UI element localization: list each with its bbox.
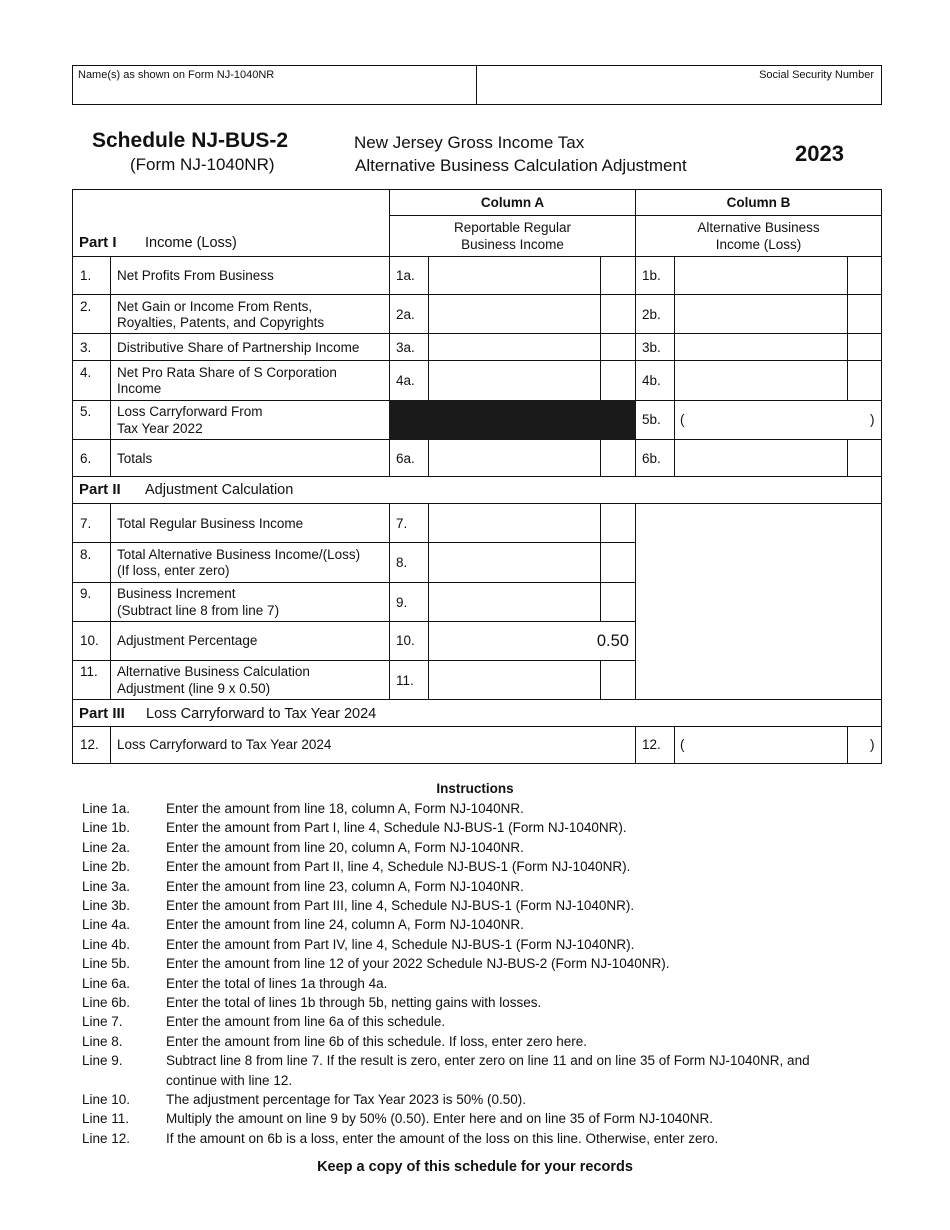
ssn-label: Social Security Number: [759, 69, 874, 81]
form-subtitle: (Form NJ-1040NR): [130, 155, 275, 174]
line-9-desc-2: (Subtract line 8 from line 7): [117, 603, 280, 618]
schedule-title: Schedule NJ-BUS-2: [92, 129, 289, 152]
line-3-number: 3.: [80, 340, 92, 355]
instruction-text: Enter the amount from line 6b of this schedule. If loss, enter zero here.: [166, 1033, 587, 1049]
line-7-desc: Total Regular Business Income: [117, 516, 304, 531]
tax-year: 2023: [795, 141, 844, 166]
line-7-label: 7.: [396, 516, 408, 531]
column-b-sub1: Alternative Business: [697, 220, 820, 235]
instruction-label: Line 11.: [82, 1111, 130, 1127]
column-b-title: Column B: [726, 195, 791, 210]
instruction-label: Line 4a.: [82, 917, 131, 933]
line-12-label: 12.: [642, 737, 661, 752]
instruction-label: Line 7.: [82, 1014, 123, 1030]
instruction-label: Line 4b.: [82, 936, 131, 952]
line-10-label: 10.: [396, 633, 415, 648]
instruction-text: Enter the amount from line 12 of your 2022 Schedule NJ-BUS-2 (Form NJ-1040NR).: [166, 956, 670, 972]
part-2-title: Adjustment Calculation: [145, 482, 294, 498]
line-1b-label: 1b.: [642, 268, 661, 283]
instruction-text: If the amount on 6b is a loss, enter the amount of the loss on this line. Otherwise, enter zero.: [166, 1130, 719, 1146]
instruction-text: Enter the amount from Part IV, line 4, Schedule NJ-BUS-1 (Form NJ-1040NR).: [166, 936, 635, 952]
line-5-number: 5.: [80, 404, 92, 419]
tax-title-line2: Alternative Business Calculation Adjustment: [355, 156, 687, 175]
instruction-label: Line 10.: [82, 1092, 131, 1107]
line-11-input[interactable]: [430, 662, 598, 697]
line-8-number: 8.: [80, 547, 92, 562]
line-4a-input[interactable]: [430, 362, 598, 398]
line-1b-input[interactable]: [676, 258, 845, 293]
records-footer: Keep a copy of this schedule for your records: [317, 1159, 633, 1175]
line-8-desc-1: Total Alternative Business Income/(Loss): [117, 547, 361, 562]
line-5b-open-paren: (: [680, 412, 685, 427]
instruction-text: continue with line 12.: [166, 1072, 293, 1088]
line-6-desc: Totals: [117, 451, 153, 466]
instruction-label: Line 5b.: [82, 956, 131, 972]
line-3-desc: Distributive Share of Partnership Income: [117, 340, 360, 355]
line-2a-input[interactable]: [430, 296, 598, 331]
instruction-text: Subtract line 8 from line 7. If the result is zero, enter zero on line 11 and on line 35 of Form NJ-1040NR, and: [166, 1053, 810, 1069]
column-a-title: Column A: [480, 195, 545, 210]
line-6b-label: 6b.: [642, 451, 661, 466]
name-input[interactable]: [78, 82, 468, 102]
line-5a-blackout: [389, 400, 636, 440]
instruction-text: Enter the amount from line 18, column A, Form NJ-1040NR.: [166, 801, 524, 816]
line-8-input[interactable]: [430, 544, 598, 580]
part-3-title: Loss Carryforward to Tax Year 2024: [146, 706, 377, 722]
line-1a-input[interactable]: [430, 258, 598, 293]
instruction-text: The adjustment percentage for Tax Year 2023 is 50% (0.50).: [166, 1092, 526, 1107]
line-2-desc-2: Royalties, Patents, and Copyrights: [117, 315, 325, 330]
line-12-input[interactable]: [690, 728, 865, 762]
line-5b-label: 5b.: [642, 412, 661, 427]
line-4b-label: 4b.: [642, 373, 661, 388]
header-divider: [476, 65, 477, 105]
line-1-desc: Net Profits From Business: [117, 268, 274, 283]
line-6b-input[interactable]: [676, 441, 845, 475]
line-5-desc-2: Tax Year 2022: [117, 421, 203, 436]
line-11-label: 11.: [396, 673, 414, 688]
line-9-desc-1: Business Increment: [117, 586, 236, 601]
line-3b-label: 3b.: [642, 340, 661, 355]
instruction-text: Enter the amount from line 23, column A, Form NJ-1040NR.: [166, 878, 524, 894]
instruction-text: Enter the amount from Part II, line 4, Schedule NJ-BUS-1 (Form NJ-1040NR).: [166, 859, 631, 875]
line-4a-label: 4a.: [396, 373, 415, 388]
name-label: Name(s) as shown on Form NJ-1040NR: [78, 69, 275, 81]
line-4-desc-2: Income: [117, 381, 162, 396]
line-3b-input[interactable]: [676, 335, 845, 359]
line-5-desc-1: Loss Carryforward From: [117, 404, 263, 419]
line-6a-label: 6a.: [396, 451, 415, 466]
instruction-label: Line 8.: [82, 1033, 123, 1049]
line-9-input[interactable]: [430, 584, 598, 619]
line-5b-close-paren: ): [870, 412, 875, 427]
line-3a-label: 3a.: [396, 340, 415, 355]
line-11-number: 11.: [80, 664, 98, 679]
instruction-text: Enter the total of lines 1a through 4a.: [166, 975, 388, 991]
line-8-label: 8.: [396, 555, 408, 570]
line-6-number: 6.: [80, 451, 92, 466]
instruction-label: Line 12.: [82, 1130, 131, 1146]
instruction-label: Line 6a.: [82, 975, 131, 991]
line-10-desc: Adjustment Percentage: [117, 633, 258, 648]
line-9-label: 9.: [396, 595, 408, 610]
line-4b-input[interactable]: [676, 362, 845, 398]
instruction-text: Enter the amount from line 20, column A, Form NJ-1040NR.: [166, 839, 524, 855]
instruction-label: Line 1a.: [82, 801, 131, 816]
instruction-text: Enter the amount from line 24, column A, Form NJ-1040NR.: [166, 917, 524, 933]
tax-title-line1: New Jersey Gross Income Tax: [354, 133, 585, 152]
instruction-label: Line 6b.: [82, 995, 131, 1010]
line-10-value: 0.50: [596, 632, 629, 650]
instruction-text: Enter the total of lines 1b through 5b, netting gains with losses.: [166, 995, 542, 1010]
line-7-number: 7.: [80, 516, 92, 531]
line-9-number: 9.: [80, 586, 92, 601]
line-12-close-paren: ): [870, 737, 875, 752]
part-1-label: Part I: [79, 234, 117, 251]
line-4-desc-1: Net Pro Rata Share of S Corporation: [117, 365, 337, 380]
line-2b-input[interactable]: [676, 296, 845, 331]
instructions-title: Instructions: [436, 781, 514, 796]
line-12-desc: Loss Carryforward to Tax Year 2024: [117, 737, 332, 752]
line-3a-input[interactable]: [430, 335, 598, 359]
instruction-text: Enter the amount from Part III, line 4, Schedule NJ-BUS-1 (Form NJ-1040NR).: [166, 898, 635, 913]
instruction-label: Line 3a.: [82, 878, 131, 894]
part-2-label: Part II: [79, 481, 121, 498]
line-11-desc-1: Alternative Business Calculation: [117, 664, 310, 679]
instruction-label: Line 9.: [82, 1053, 123, 1069]
line-12-open-paren: (: [680, 737, 685, 752]
instruction-label: Line 2a.: [82, 839, 131, 855]
ssn-input[interactable]: [482, 82, 874, 102]
instruction-label: Line 2b.: [82, 859, 131, 875]
line-5b-input[interactable]: [690, 402, 865, 437]
line-7-input[interactable]: [430, 505, 598, 540]
instruction-label: Line 3b.: [82, 898, 131, 913]
instruction-text: Enter the amount from line 6a of this schedule.: [166, 1014, 446, 1030]
line-1a-label: 1a.: [396, 268, 415, 283]
instruction-text: Enter the amount from Part I, line 4, Schedule NJ-BUS-1 (Form NJ-1040NR).: [166, 820, 627, 836]
column-a-sub1: Reportable Regular: [453, 220, 572, 235]
part-3-label: Part III: [79, 705, 125, 722]
line-2-desc-1: Net Gain or Income From Rents,: [117, 299, 313, 314]
line-8-desc-2: (If loss, enter zero): [117, 563, 230, 578]
line-10-number: 10.: [80, 633, 99, 648]
instruction-label: Line 1b.: [82, 820, 131, 836]
line-11-desc-2: Adjustment (line 9 x 0.50): [117, 681, 271, 696]
instruction-text: Multiply the amount on line 9 by 50% (0.50). Enter here and on line 35 of Form NJ-1040NR.: [166, 1111, 714, 1127]
column-b-sub2: Income (Loss): [715, 237, 802, 252]
line-2a-label: 2a.: [396, 307, 415, 322]
line-12-number: 12.: [80, 737, 99, 752]
part-1-title: Income (Loss): [145, 235, 237, 251]
line-4-number: 4.: [80, 365, 92, 380]
line-6a-input[interactable]: [430, 441, 598, 475]
line-1-number: 1.: [80, 268, 92, 283]
line-2-number: 2.: [80, 299, 92, 314]
line-2b-label: 2b.: [642, 307, 661, 322]
column-a-sub2: Business Income: [461, 237, 564, 252]
